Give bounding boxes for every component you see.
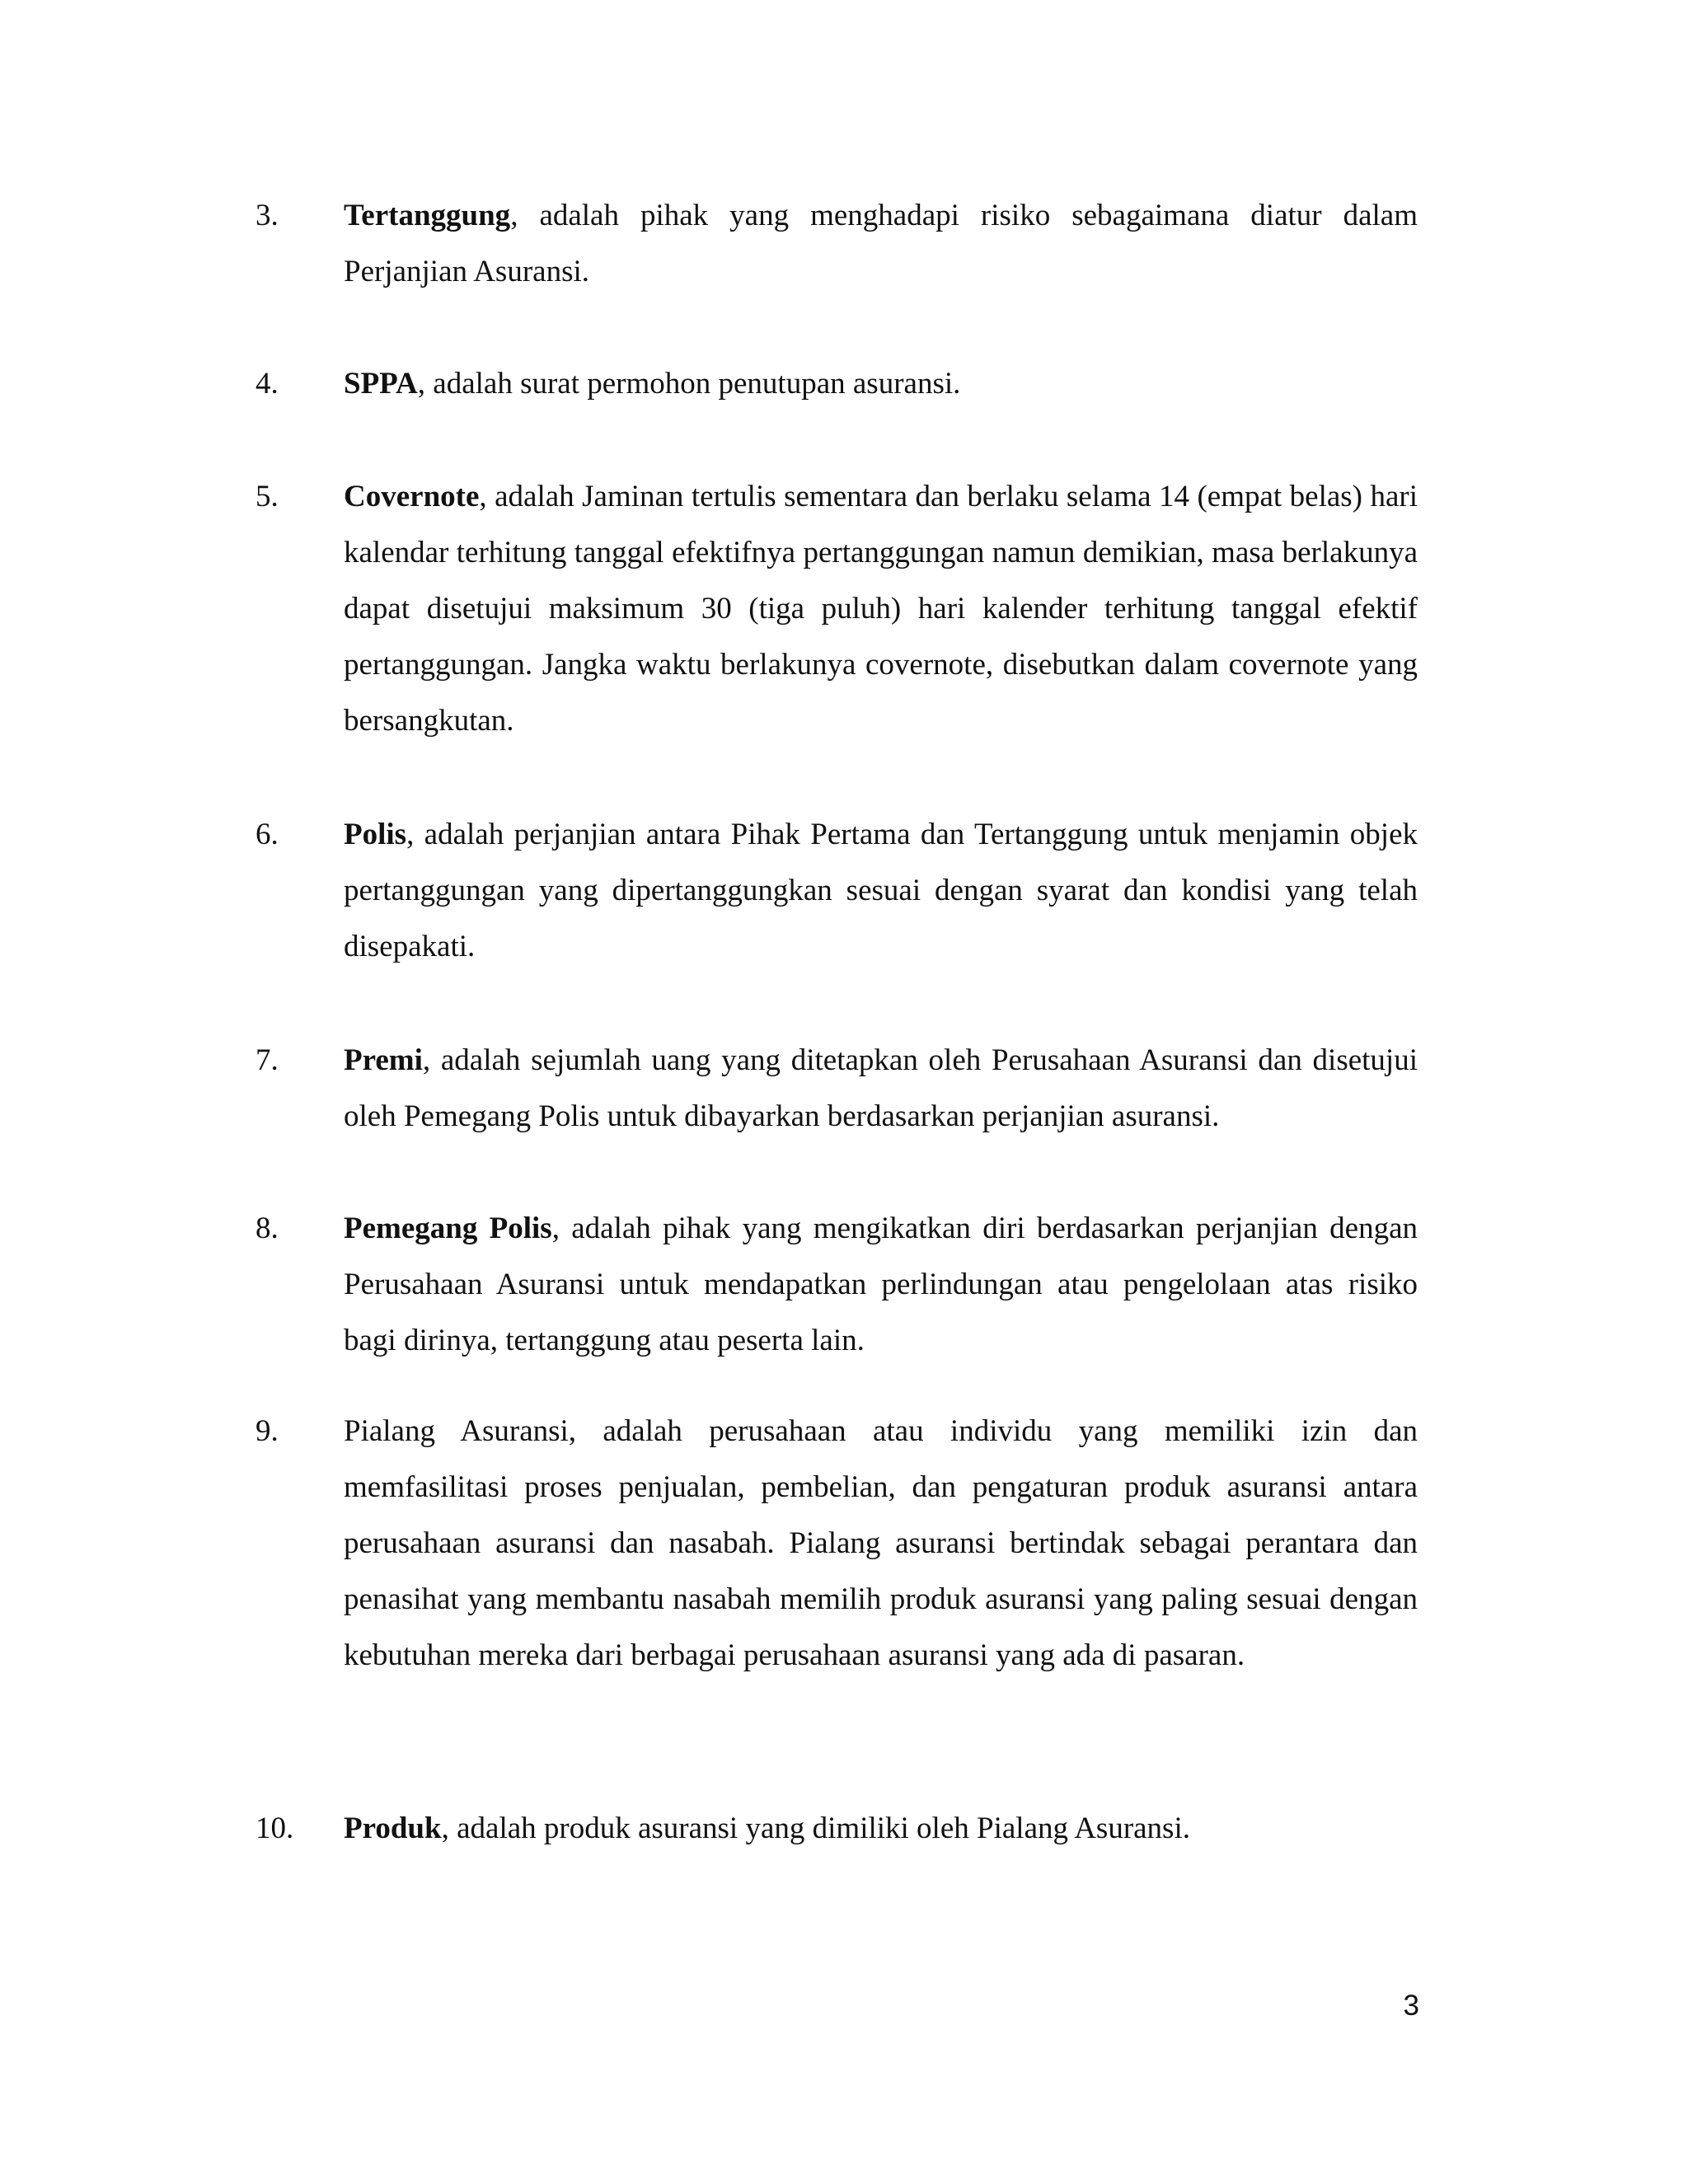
definition-description: , adalah Jaminan tertulis sementara dan berlaku selama 14 (empat belas) hari kalendar terhitung tanggal efektifnya pertanggungan namun demikian, masa berlakunya dapat disetujui maksimum 30 (tiga puluh) hari kalender terhitung tanggal efektif pertanggungan. Jangka waktu berlakunya covernote, disebutkan dalam covernote yang bersangkutan. bbox=[344, 480, 1418, 738]
definition-description: , adalah produk asuransi yang dimiliki oleh Pialang Asuransi. bbox=[441, 1811, 1190, 1845]
item-number: 4. bbox=[256, 367, 279, 401]
definition-text bbox=[344, 1801, 1418, 1857]
definition-term: Produk bbox=[344, 1811, 442, 1845]
definition-term: Pemegang Polis bbox=[344, 1212, 552, 1245]
definition-text bbox=[344, 356, 1418, 412]
definition-item-9 bbox=[256, 1404, 1418, 1684]
definition-description: , adalah sejumlah uang yang ditetapkan oleh Perusahaan Asuransi dan disetujui oleh Pemegang Polis untuk dibayarkan berdasarkan perjanjian asuransi. bbox=[344, 1043, 1418, 1133]
item-number: 10. bbox=[256, 1811, 294, 1845]
page-number: 3 bbox=[1403, 1990, 1419, 2022]
definition-text bbox=[344, 1033, 1418, 1145]
item-number: 5. bbox=[256, 480, 279, 513]
item-number: 7. bbox=[256, 1043, 279, 1077]
definition-item-6 bbox=[256, 807, 1418, 975]
definition-description: , adalah surat permohon penutupan asuransi. bbox=[417, 367, 961, 401]
item-number: 8. bbox=[256, 1212, 279, 1245]
definition-item-3 bbox=[256, 188, 1418, 300]
definition-item-7 bbox=[256, 1033, 1418, 1145]
definition-text bbox=[344, 1201, 1418, 1369]
definition-term: Premi bbox=[344, 1043, 423, 1077]
item-number: 9. bbox=[256, 1414, 279, 1448]
definition-term: Covernote bbox=[344, 480, 480, 513]
definition-term: Tertanggung bbox=[344, 199, 511, 232]
definition-term: Polis bbox=[344, 818, 407, 851]
definition-term: SPPA bbox=[344, 367, 418, 401]
definition-description: , adalah pihak yang menghadapi risiko sebagaimana diatur dalam Perjanjian Asuransi. bbox=[344, 199, 1418, 288]
definition-text bbox=[344, 188, 1418, 300]
definition-description: , adalah perjanjian antara Pihak Pertama dan Tertanggung untuk menjamin objek pertanggungan yang dipertanggungkan sesuai dengan syarat dan kondisi yang telah disepakati. bbox=[344, 818, 1418, 963]
item-number: 6. bbox=[256, 818, 279, 851]
definition-description: , adalah pihak yang mengikatkan diri berdasarkan perjanjian dengan Perusahaan Asuransi untuk mendapatkan perlindungan atau pengelolaan atas risiko bagi dirinya, tertanggung atau peserta lain. bbox=[344, 1212, 1418, 1357]
definition-item-4 bbox=[256, 356, 1418, 412]
definition-item-5 bbox=[256, 469, 1418, 749]
definition-item-8 bbox=[256, 1201, 1418, 1369]
definition-text bbox=[344, 1404, 1418, 1684]
definition-item-10 bbox=[256, 1801, 1418, 1857]
definition-text bbox=[344, 807, 1418, 975]
definition-text bbox=[344, 469, 1418, 749]
definition-description: Pialang Asuransi, adalah perusahaan atau individu yang memiliki izin dan memfasilitasi proses penjualan, pembelian, dan pengaturan produk asuransi antara perusahaan asuransi dan nasabah. Pialang asuransi bertindak sebagai perantara dan penasihat yang membantu nasabah memilih produk asuransi yang paling sesuai dengan kebutuhan mereka dari berbagai perusahaan asuransi yang ada di pasaran. bbox=[344, 1414, 1418, 1672]
item-number: 3. bbox=[256, 199, 279, 232]
